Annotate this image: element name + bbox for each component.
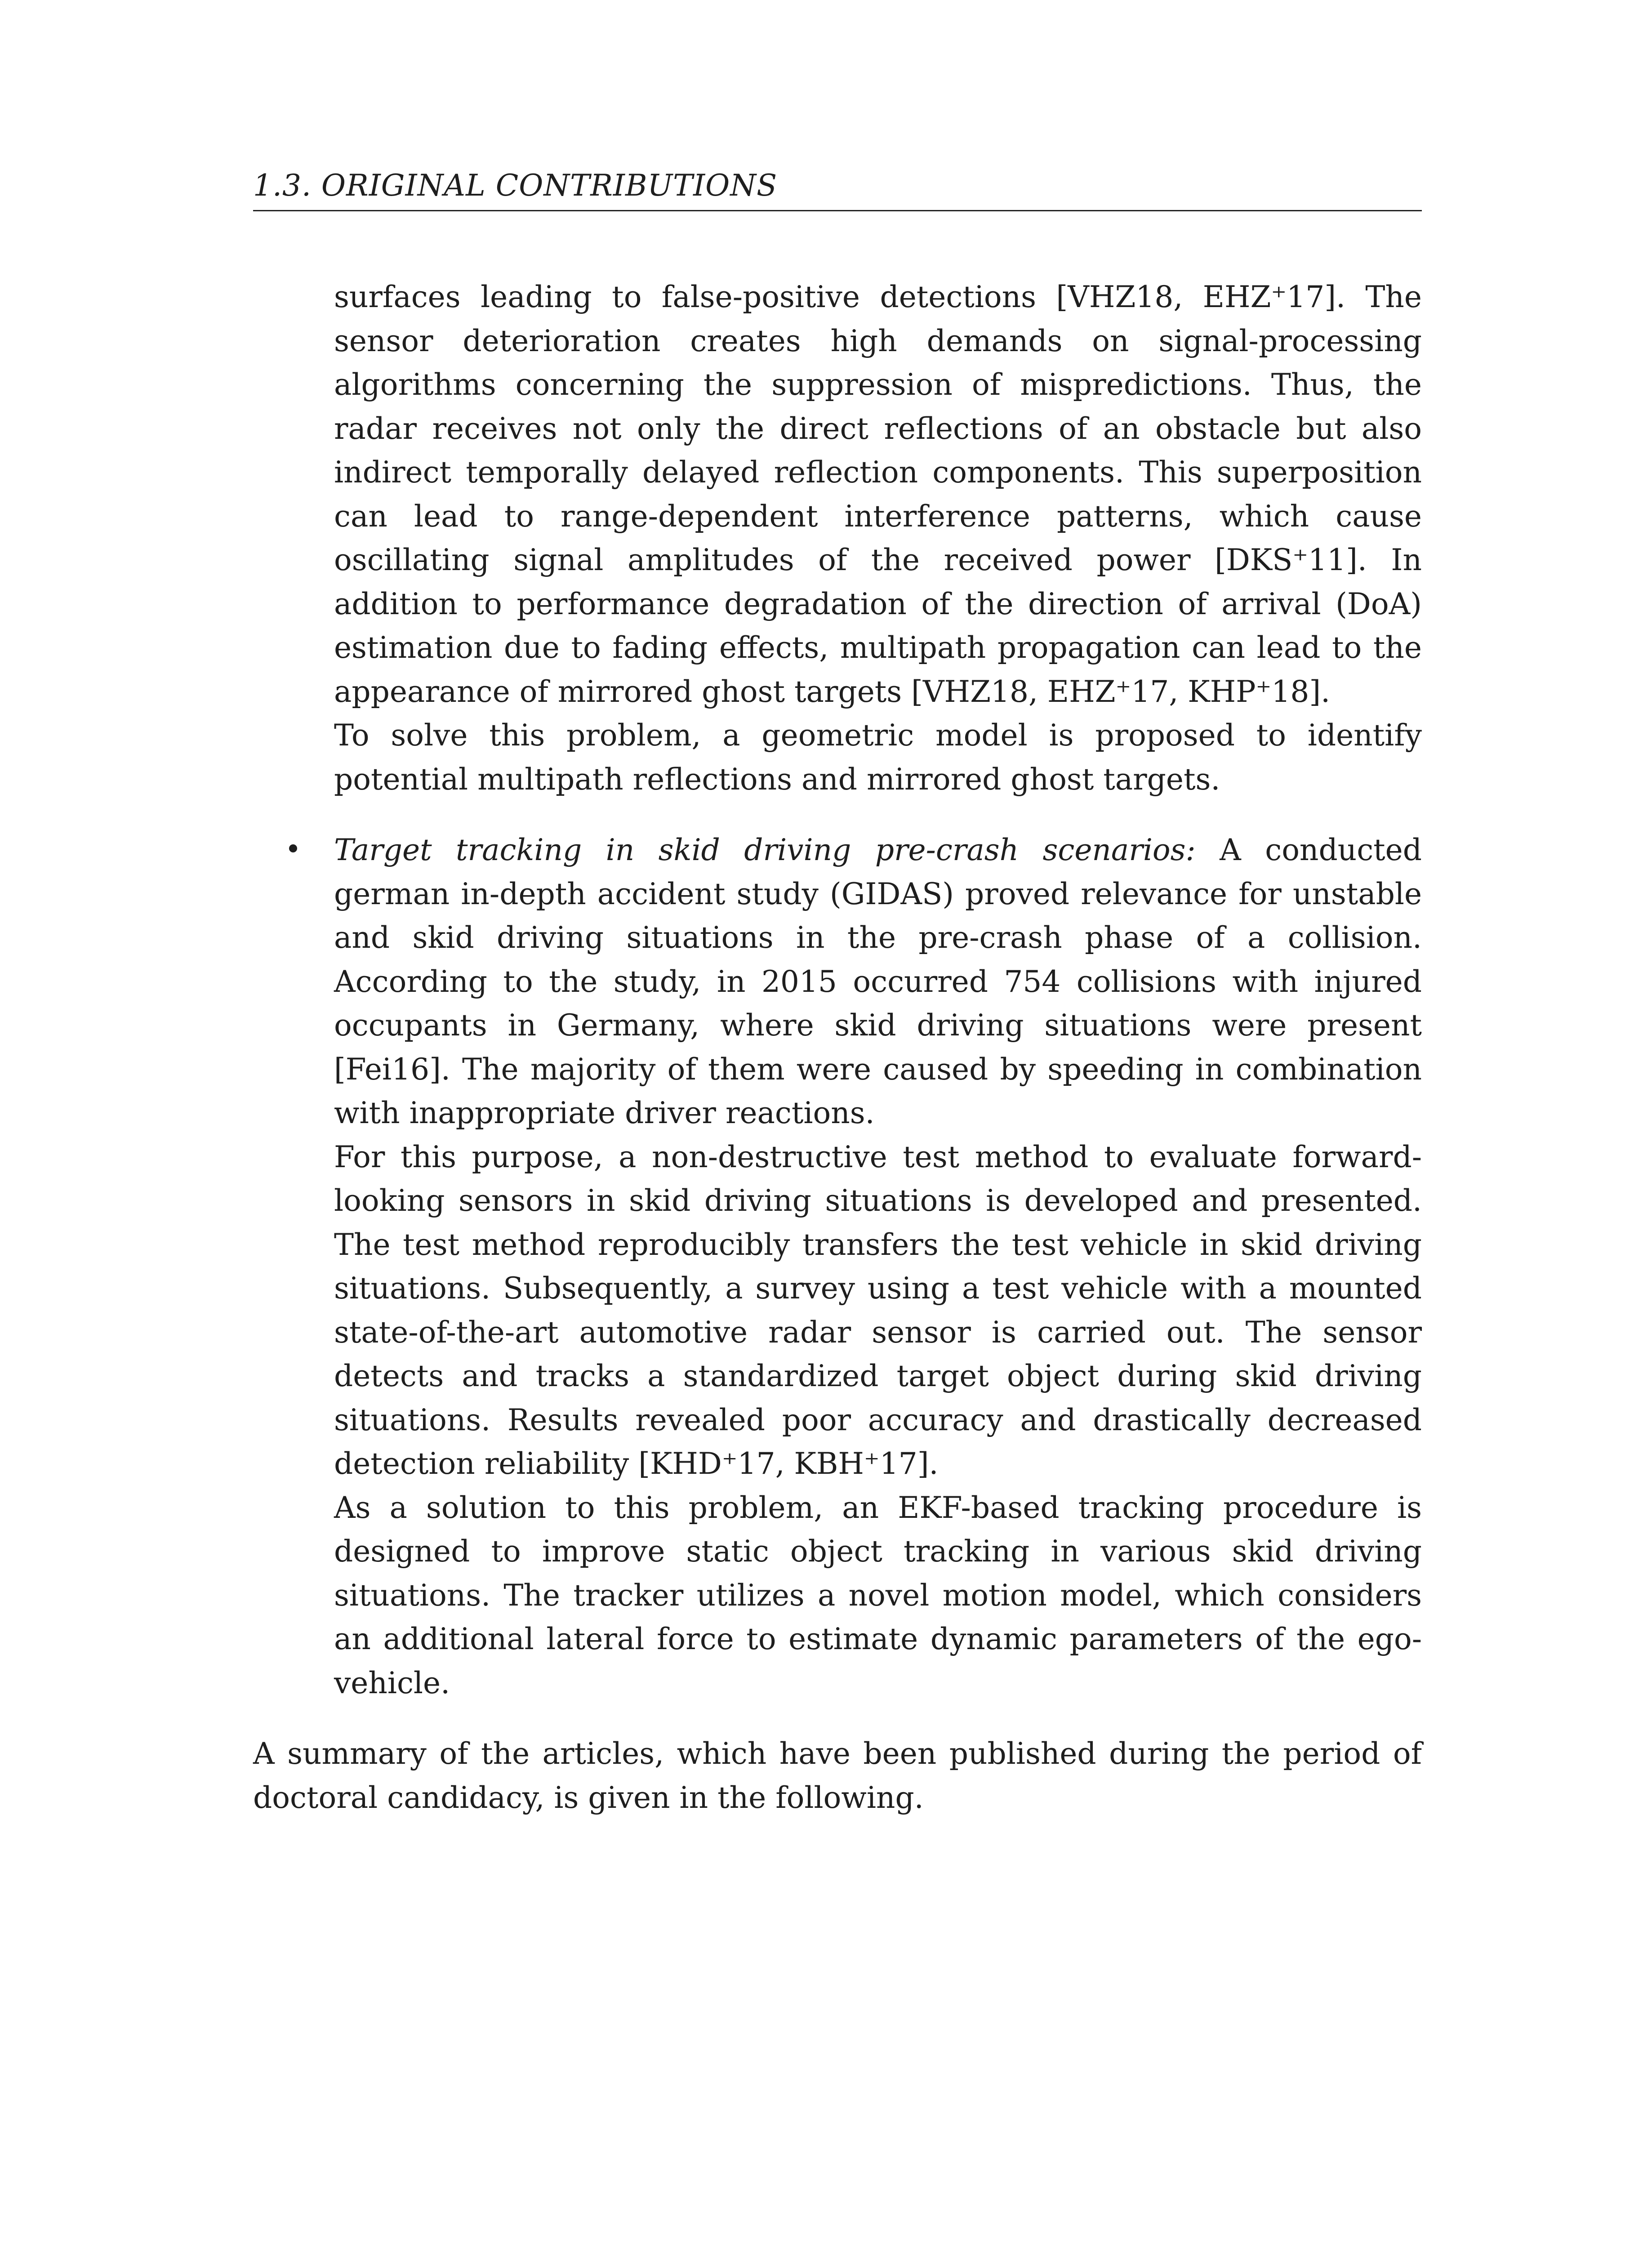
paragraph-multipath-solution: To solve this problem, a geometric model is proposed to identify potential multipath reflections and mirrored ghost targets. [334, 718, 1422, 797]
paragraph-summary: A summary of the articles, which have been published during the period of doctoral candidacy, is given in the following. [253, 1736, 1422, 1815]
paragraph-ekf-solution: As a solution to this problem, an EKF-based tracking procedure is designed to improve static object tracking in various skid driving situations. The tracker utilizes a novel motion model, which considers an additional lateral force to estimate dynamic parameters of the ego-vehicle. [334, 1490, 1422, 1700]
bullet-lead-title: Target tracking in skid driving pre-crash scenarios: [334, 833, 1196, 867]
bullet-icon [289, 844, 297, 852]
bullet-paragraph [334, 828, 1422, 1135]
bullet-body-text: A conducted german in-depth accident study (GIDAS) proved relevance for unstable and skid driving situations in the pre-crash phase of a collision. According to the study, in 2015 occurred 754 collisions with injured occupants in Germany, where skid driving situations were present [Fei16]. The majority of them were caused by speeding in combination with inappropriate driver reactions. [334, 833, 1422, 1130]
body-content [253, 275, 1422, 1820]
paragraph-multipath: surfaces leading to false-positive detections [VHZ18, EHZ⁺17]. The sensor deterioration creates high demands on signal-processing algorithms concerning the suppression of mispredictions. Thus, the radar receives not only the direct reflections of an obstacle but also indirect temporally delayed reflection components. This superposition can lead to range-dependent interference patterns, which cause oscillating signal amplitudes of the received power [DKS⁺11]. In addition to performance degradation of the direction of arrival (DoA) estimation due to fading effects, multipath propagation can lead to the appearance of mirrored ghost targets [VHZ18, EHZ⁺17, KHP⁺18]. [334, 280, 1422, 709]
paragraph-test-method: For this purpose, a non-destructive test method to evaluate forward-looking sensors in skid driving situations is developed and presented. The test method reproducibly transfers the test vehicle in skid driving situations. Subsequently, a survey using a test vehicle with a mounted state-of-the-art automotive radar sensor is carried out. The sensor detects and tracks a standardized target object during skid driving situations. Results revealed poor accuracy and drastically decreased detection reliability [KHD⁺17, KBH⁺17]. [334, 1139, 1422, 1481]
running-header [253, 166, 1422, 211]
bullet-item-skid-tracking [334, 828, 1422, 1705]
section-title: 1.3. ORIGINAL CONTRIBUTIONS [253, 168, 778, 203]
